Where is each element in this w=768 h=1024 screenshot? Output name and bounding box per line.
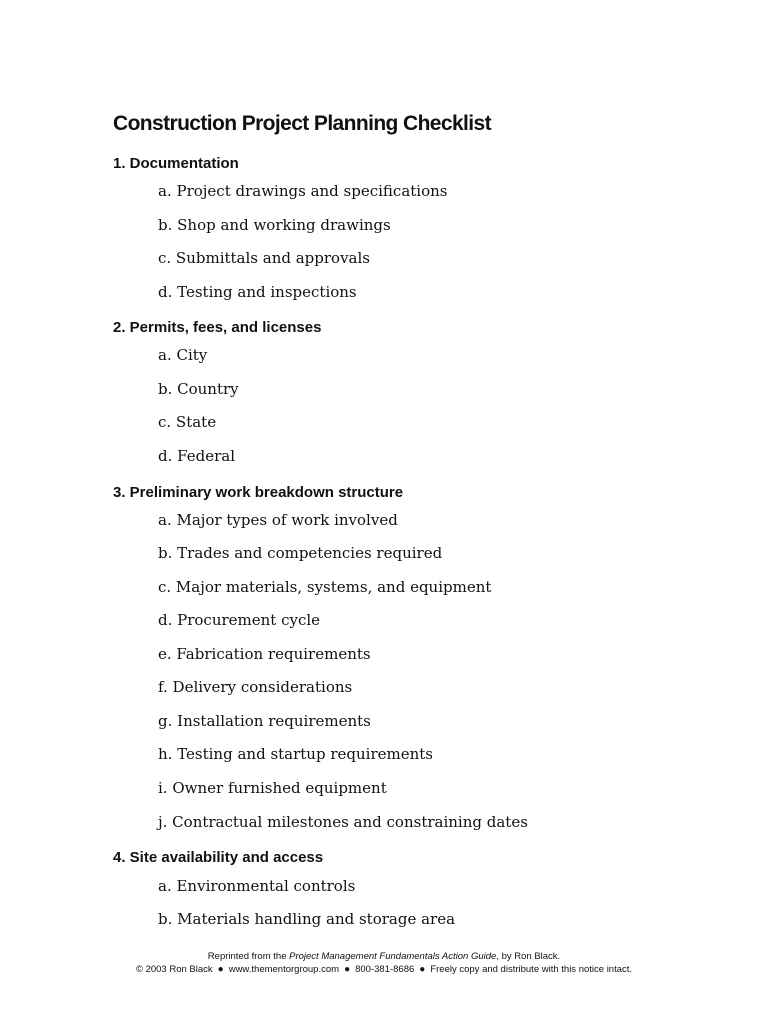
section-heading-work-breakdown: 3. Preliminary work breakdown structure [113,484,404,501]
list-item: c. State [158,413,217,431]
website-link[interactable]: www.thementorgroup.com [228,964,340,975]
list-item: j. Contractual milestones and constraining dates [158,813,528,831]
bullet-separator: ● [419,964,426,975]
list-item: e. Fabrication requirements [158,645,371,663]
bullet-separator: ● [217,964,224,975]
reprint-notice [0,950,768,963]
section-heading-site-access: 4. Site availability and access [113,849,324,866]
page-footer [0,950,768,976]
copyright-line [0,963,768,976]
bullet-separator: ● [344,964,351,975]
list-item: a. Project drawings and specifications [158,182,448,200]
list-item: b. Trades and competencies required [158,544,443,562]
reprint-suffix: , by Ron Black. [496,951,561,962]
list-item: i. Owner furnished equipment [158,779,387,797]
phone-number: 800-381-8686 [355,964,415,975]
reprint-book-title: Project Management Fundamentals Action Guide [289,951,497,962]
list-item: c. Major materials, systems, and equipment [158,578,492,596]
list-item: b. Country [158,380,239,398]
distribution-notice: Freely copy and distribute with this notice intact. [430,964,633,975]
list-item: g. Installation requirements [158,712,371,730]
list-item: a. Major types of work involved [158,511,398,529]
list-item: d. Federal [158,447,235,465]
reprint-prefix: Reprinted from the [207,951,290,962]
list-item: f. Delivery considerations [158,678,353,696]
list-item: b. Materials handling and storage area [158,910,456,928]
list-item: d. Procurement cycle [158,611,321,629]
section-heading-permits: 2. Permits, fees, and licenses [113,319,322,336]
list-item: h. Testing and startup requirements [158,745,433,763]
list-item: d. Testing and inspections [158,283,357,301]
list-item: a. City [158,346,208,364]
list-item: a. Environmental controls [158,877,356,895]
document-title: Construction Project Planning Checklist [113,112,491,135]
list-item: c. Submittals and approvals [158,249,370,267]
section-heading-documentation: 1. Documentation [113,155,239,172]
list-item: b. Shop and working drawings [158,216,391,234]
copyright-text: © 2003 Ron Black [135,964,213,975]
